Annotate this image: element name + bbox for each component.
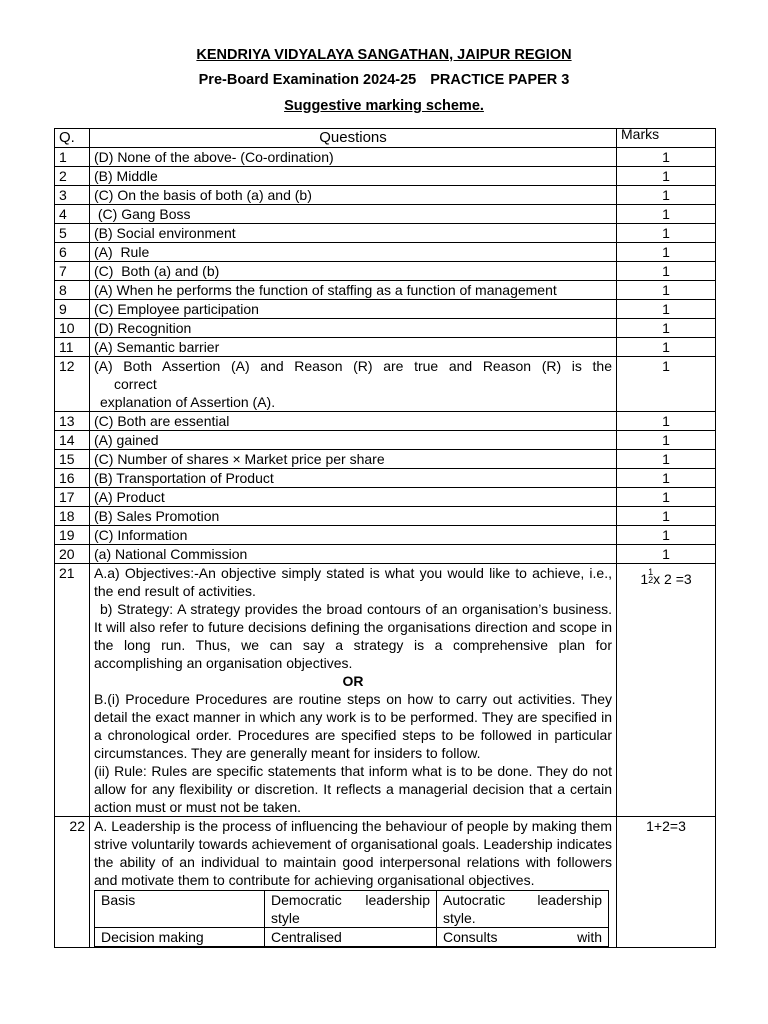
table-row xyxy=(55,281,716,300)
marks-whole: 1 xyxy=(640,571,649,587)
q-number: 10 xyxy=(55,319,90,338)
table-row xyxy=(55,186,716,205)
answer-text xyxy=(90,817,617,948)
answer-text: (B) Middle xyxy=(90,167,617,186)
table-row xyxy=(55,338,716,357)
marks: 1 xyxy=(617,186,716,205)
q-number: 5 xyxy=(55,224,90,243)
answer-line: explanation of Assertion (A). xyxy=(100,394,276,410)
marks: 1 xyxy=(617,526,716,545)
or-separator: OR xyxy=(342,673,364,689)
table-row xyxy=(55,319,716,338)
q-number: 9 xyxy=(55,300,90,319)
answer-text: (B) Transportation of Product xyxy=(90,469,617,488)
table-row xyxy=(55,545,716,564)
answer-text: (D) None of the above- (Co-ordination) xyxy=(90,148,617,167)
comparison-cell: Centralised xyxy=(265,928,437,947)
marks: 1 xyxy=(617,300,716,319)
col-marks-header: Marks xyxy=(617,129,716,148)
answer-text: (B) Sales Promotion xyxy=(90,507,617,526)
fraction-numerator: 1 xyxy=(648,567,654,578)
comparison-cell: Consults with xyxy=(437,928,609,947)
table-row xyxy=(55,507,716,526)
comparison-header: Basis xyxy=(95,891,265,928)
comparison-header-row xyxy=(95,891,609,928)
exam-line xyxy=(0,72,768,88)
table-row xyxy=(55,148,716,167)
q-number: 12 xyxy=(55,357,90,412)
answer-text: (A) gained xyxy=(90,431,617,450)
answer-paragraph: b) Strategy: A strategy provides the broad contours of an organisation’s business. It will also refer to future decisions defining the organisations direction and scope in the long run. Thus, we can say a strategy is a comprehensive plan for accomplishing an organisation objectives. xyxy=(94,601,612,671)
marks: 1 xyxy=(617,205,716,224)
q-number: 20 xyxy=(55,545,90,564)
exam-name: Pre-Board Examination 2024-25 xyxy=(198,72,417,88)
answer-text: (A) Rule xyxy=(90,243,617,262)
q-number: 17 xyxy=(55,488,90,507)
marks: 1 xyxy=(617,224,716,243)
q-number: 1 xyxy=(55,148,90,167)
answer-line: correct xyxy=(114,376,157,392)
col-q-header: Q. xyxy=(55,129,90,148)
table-row xyxy=(55,488,716,507)
q-number: 22 xyxy=(55,817,90,948)
marks: 1 xyxy=(617,243,716,262)
answer-text: (A) Product xyxy=(90,488,617,507)
document-subtitle: Suggestive marking scheme. xyxy=(284,98,484,114)
table-row xyxy=(55,564,716,817)
marks: 1 xyxy=(617,488,716,507)
marks: 1 xyxy=(617,412,716,431)
table-row xyxy=(55,300,716,319)
marks: 1 xyxy=(617,545,716,564)
answer-line: (A) Both Assertion (A) and Reason (R) are true and Reason (R) is the xyxy=(94,358,612,374)
answer-text: (D) Recognition xyxy=(90,319,617,338)
table-header-row xyxy=(55,129,716,148)
table-row xyxy=(55,357,716,412)
answer-text: (a) National Commission xyxy=(90,545,617,564)
marks: 1+2=3 xyxy=(617,817,716,948)
answer-text: (C) Employee participation xyxy=(90,300,617,319)
comparison-row xyxy=(95,928,609,947)
q-number: 16 xyxy=(55,469,90,488)
q-number: 3 xyxy=(55,186,90,205)
paper-name: PRACTICE PAPER 3 xyxy=(430,72,570,88)
table-row xyxy=(55,469,716,488)
q-number: 2 xyxy=(55,167,90,186)
q-number: 21 xyxy=(55,564,90,817)
marks: 1 xyxy=(617,507,716,526)
table-row xyxy=(55,224,716,243)
answer-text: (A) Semantic barrier xyxy=(90,338,617,357)
table-row xyxy=(55,450,716,469)
answer-text: (C) Both are essential xyxy=(90,412,617,431)
table-row xyxy=(55,412,716,431)
table-row xyxy=(55,262,716,281)
q-number: 4 xyxy=(55,205,90,224)
comparison-header: Autocratic leadership style. xyxy=(437,891,609,928)
fraction-denominator: 2 xyxy=(648,575,654,586)
answer-text xyxy=(90,357,617,412)
marks-rest: x 2 =3 xyxy=(653,571,692,587)
comparison-table xyxy=(94,890,609,947)
answer-text: (B) Social environment xyxy=(90,224,617,243)
document-title: KENDRIYA VIDYALAYA SANGATHAN, JAIPUR REGION xyxy=(196,47,572,63)
answer-text: (C) Information xyxy=(90,526,617,545)
marks xyxy=(617,564,716,817)
answer-text xyxy=(90,564,617,817)
answer-paragraph: A.a) Objectives:-An objective simply stated is what you would like to achieve, i.e., the end result of activities. xyxy=(94,565,612,599)
answer-text: (C) Both (a) and (b) xyxy=(90,262,617,281)
marks: 1 xyxy=(617,148,716,167)
answer-paragraph: B.(i) Procedure Procedures are routine steps on how to carry out activities. They detail the exact manner in which any work is to be performed. They are specified in a chronological order. Procedures are specified steps to be followed in particular circumstances. They are generally meant for insiders to follow. xyxy=(94,691,612,761)
col-questions-header: Questions xyxy=(90,129,617,148)
q-number: 18 xyxy=(55,507,90,526)
table-row xyxy=(55,817,716,948)
answer-text: (C) Number of shares × Market price per share xyxy=(90,450,617,469)
answer-paragraph: A. Leadership is the process of influencing the behaviour of people by making them strive voluntarily towards achievement of organisational goals. Leadership indicates the ability of an individual to maintain good interpersonal relations with followers and motivate them to contribute for achieving organisational objectives. xyxy=(94,818,612,888)
table-row xyxy=(55,431,716,450)
table-row xyxy=(55,167,716,186)
table-row xyxy=(55,526,716,545)
marks: 1 xyxy=(617,167,716,186)
marks: 1 xyxy=(617,431,716,450)
q-number: 7 xyxy=(55,262,90,281)
q-number: 6 xyxy=(55,243,90,262)
q-number: 15 xyxy=(55,450,90,469)
q-number: 14 xyxy=(55,431,90,450)
marks: 1 xyxy=(617,450,716,469)
marks: 1 xyxy=(617,319,716,338)
q-number: 13 xyxy=(55,412,90,431)
answer-text: (A) When he performs the function of staffing as a function of management xyxy=(90,281,617,300)
q-number: 11 xyxy=(55,338,90,357)
marks: 1 xyxy=(617,262,716,281)
q-number: 8 xyxy=(55,281,90,300)
marks: 1 xyxy=(617,469,716,488)
answer-text: (C) Gang Boss xyxy=(90,205,617,224)
answer-text: (C) On the basis of both (a) and (b) xyxy=(90,186,617,205)
marks: 1 xyxy=(617,281,716,300)
q-number: 19 xyxy=(55,526,90,545)
comparison-header: Democratic leadership style xyxy=(265,891,437,928)
marks: 1 xyxy=(617,357,716,412)
marking-scheme-table xyxy=(54,128,716,948)
comparison-cell: Decision making xyxy=(95,928,265,947)
answer-paragraph: (ii) Rule: Rules are specific statements that inform what is to be done. They do not allow for any flexibility or discretion. It reflects a managerial decision that a certain action must or must not be taken. xyxy=(94,763,612,815)
table-row xyxy=(55,243,716,262)
marks: 1 xyxy=(617,338,716,357)
table-row xyxy=(55,205,716,224)
